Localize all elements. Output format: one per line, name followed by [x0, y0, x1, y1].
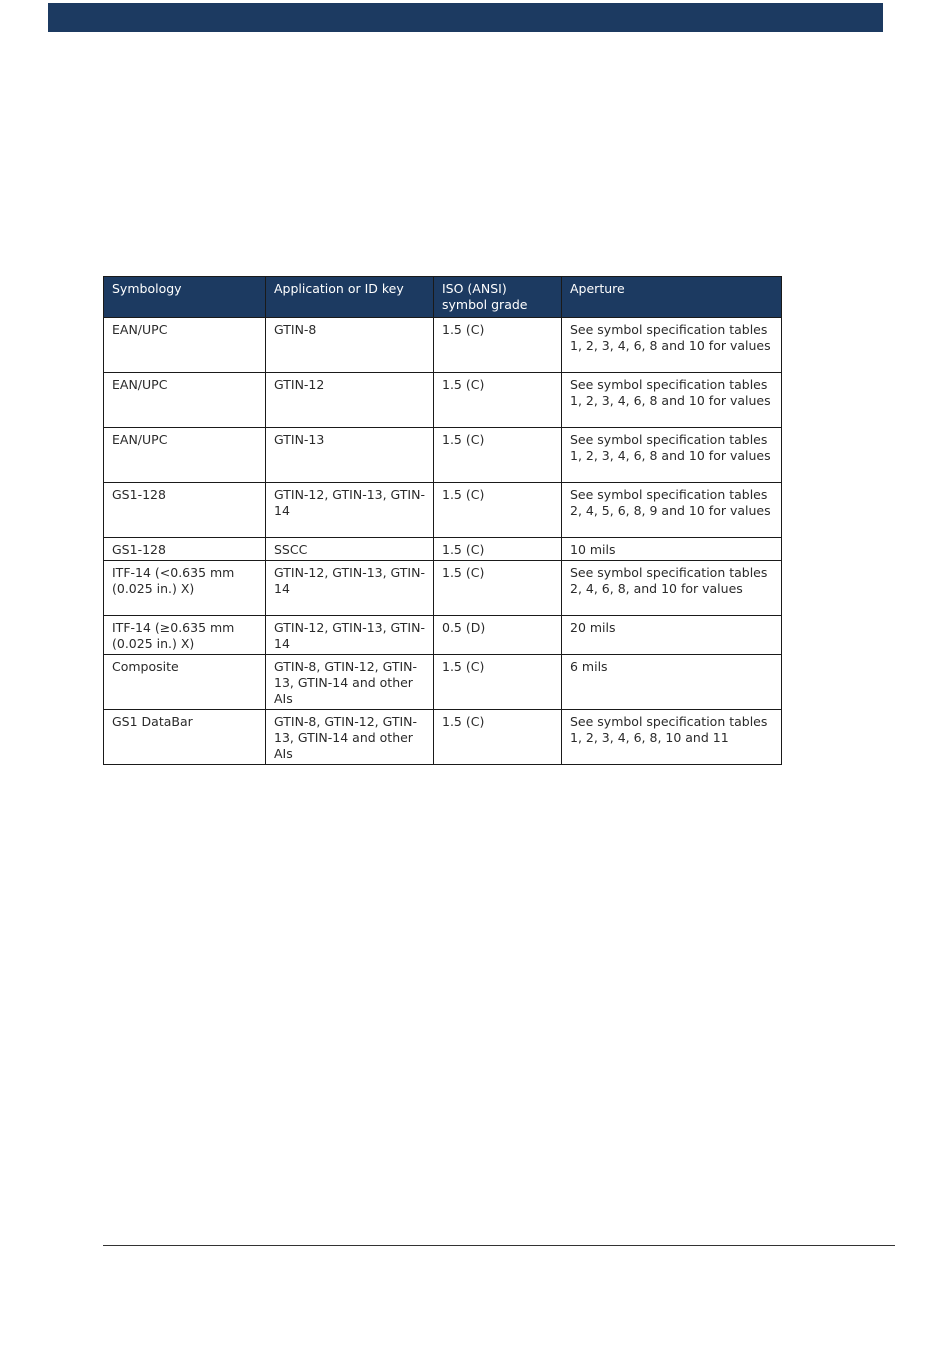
cell-symbology: Composite [104, 655, 266, 710]
table-row [104, 373, 782, 428]
table-row [104, 428, 782, 483]
cell-application-id-key: SSCC [266, 538, 434, 561]
cell-symbol-grade: 1.5 (C) [434, 538, 562, 561]
header-aperture: Aperture [562, 277, 782, 318]
header-application-id-key: Application or ID key [266, 277, 434, 318]
cell-symbology: GS1-128 [104, 538, 266, 561]
cell-symbol-grade: 1.5 (C) [434, 428, 562, 483]
cell-aperture: 10 mils [562, 538, 782, 561]
table-row [104, 655, 782, 710]
cell-symbol-grade: 1.5 (C) [434, 483, 562, 538]
header-bar [48, 3, 883, 32]
cell-symbology: EAN/UPC [104, 318, 266, 373]
header-symbology: Symbology [104, 277, 266, 318]
footer-divider [103, 1245, 895, 1246]
cell-symbology: EAN/UPC [104, 373, 266, 428]
cell-symbology: EAN/UPC [104, 428, 266, 483]
cell-application-id-key: GTIN-12 [266, 373, 434, 428]
cell-aperture: 20 mils [562, 616, 782, 655]
cell-symbol-grade: 1.5 (C) [434, 561, 562, 616]
table-row [104, 538, 782, 561]
cell-application-id-key: GTIN-8 [266, 318, 434, 373]
cell-symbology: GS1 DataBar [104, 710, 266, 765]
cell-aperture: See symbol specification tables 1, 2, 3, 4, 6, 8 and 10 for values [562, 428, 782, 483]
cell-aperture: See symbol specification tables 1, 2, 3, 4, 6, 8 and 10 for values [562, 318, 782, 373]
cell-symbol-grade: 1.5 (C) [434, 655, 562, 710]
table-row [104, 483, 782, 538]
cell-aperture: See symbol specification tables 1, 2, 3, 4, 6, 8 and 10 for values [562, 373, 782, 428]
cell-application-id-key: GTIN-12, GTIN-13, GTIN-14 [266, 616, 434, 655]
table-row [104, 318, 782, 373]
symbology-spec-table [103, 276, 782, 765]
cell-aperture: See symbol specification tables 2, 4, 5, 6, 8, 9 and 10 for values [562, 483, 782, 538]
table-header-row [104, 277, 782, 318]
table-row [104, 616, 782, 655]
cell-aperture: 6 mils [562, 655, 782, 710]
table-row [104, 710, 782, 765]
cell-aperture: See symbol specification tables 1, 2, 3, 4, 6, 8, 10 and 11 [562, 710, 782, 765]
cell-application-id-key: GTIN-12, GTIN-13, GTIN-14 [266, 561, 434, 616]
cell-application-id-key: GTIN-8, GTIN-12, GTIN-13, GTIN-14 and other AIs [266, 710, 434, 765]
cell-symbol-grade: 1.5 (C) [434, 318, 562, 373]
table-row [104, 561, 782, 616]
cell-application-id-key: GTIN-8, GTIN-12, GTIN-13, GTIN-14 and other AIs [266, 655, 434, 710]
cell-symbol-grade: 1.5 (C) [434, 710, 562, 765]
cell-application-id-key: GTIN-12, GTIN-13, GTIN-14 [266, 483, 434, 538]
cell-symbology: GS1-128 [104, 483, 266, 538]
cell-symbol-grade: 0.5 (D) [434, 616, 562, 655]
cell-symbology: ITF-14 (≥0.635 mm (0.025 in.) X) [104, 616, 266, 655]
header-symbol-grade: ISO (ANSI) symbol grade [434, 277, 562, 318]
cell-symbology: ITF-14 (<0.635 mm (0.025 in.) X) [104, 561, 266, 616]
cell-symbol-grade: 1.5 (C) [434, 373, 562, 428]
cell-application-id-key: GTIN-13 [266, 428, 434, 483]
cell-aperture: See symbol specification tables 2, 4, 6, 8, and 10 for values [562, 561, 782, 616]
